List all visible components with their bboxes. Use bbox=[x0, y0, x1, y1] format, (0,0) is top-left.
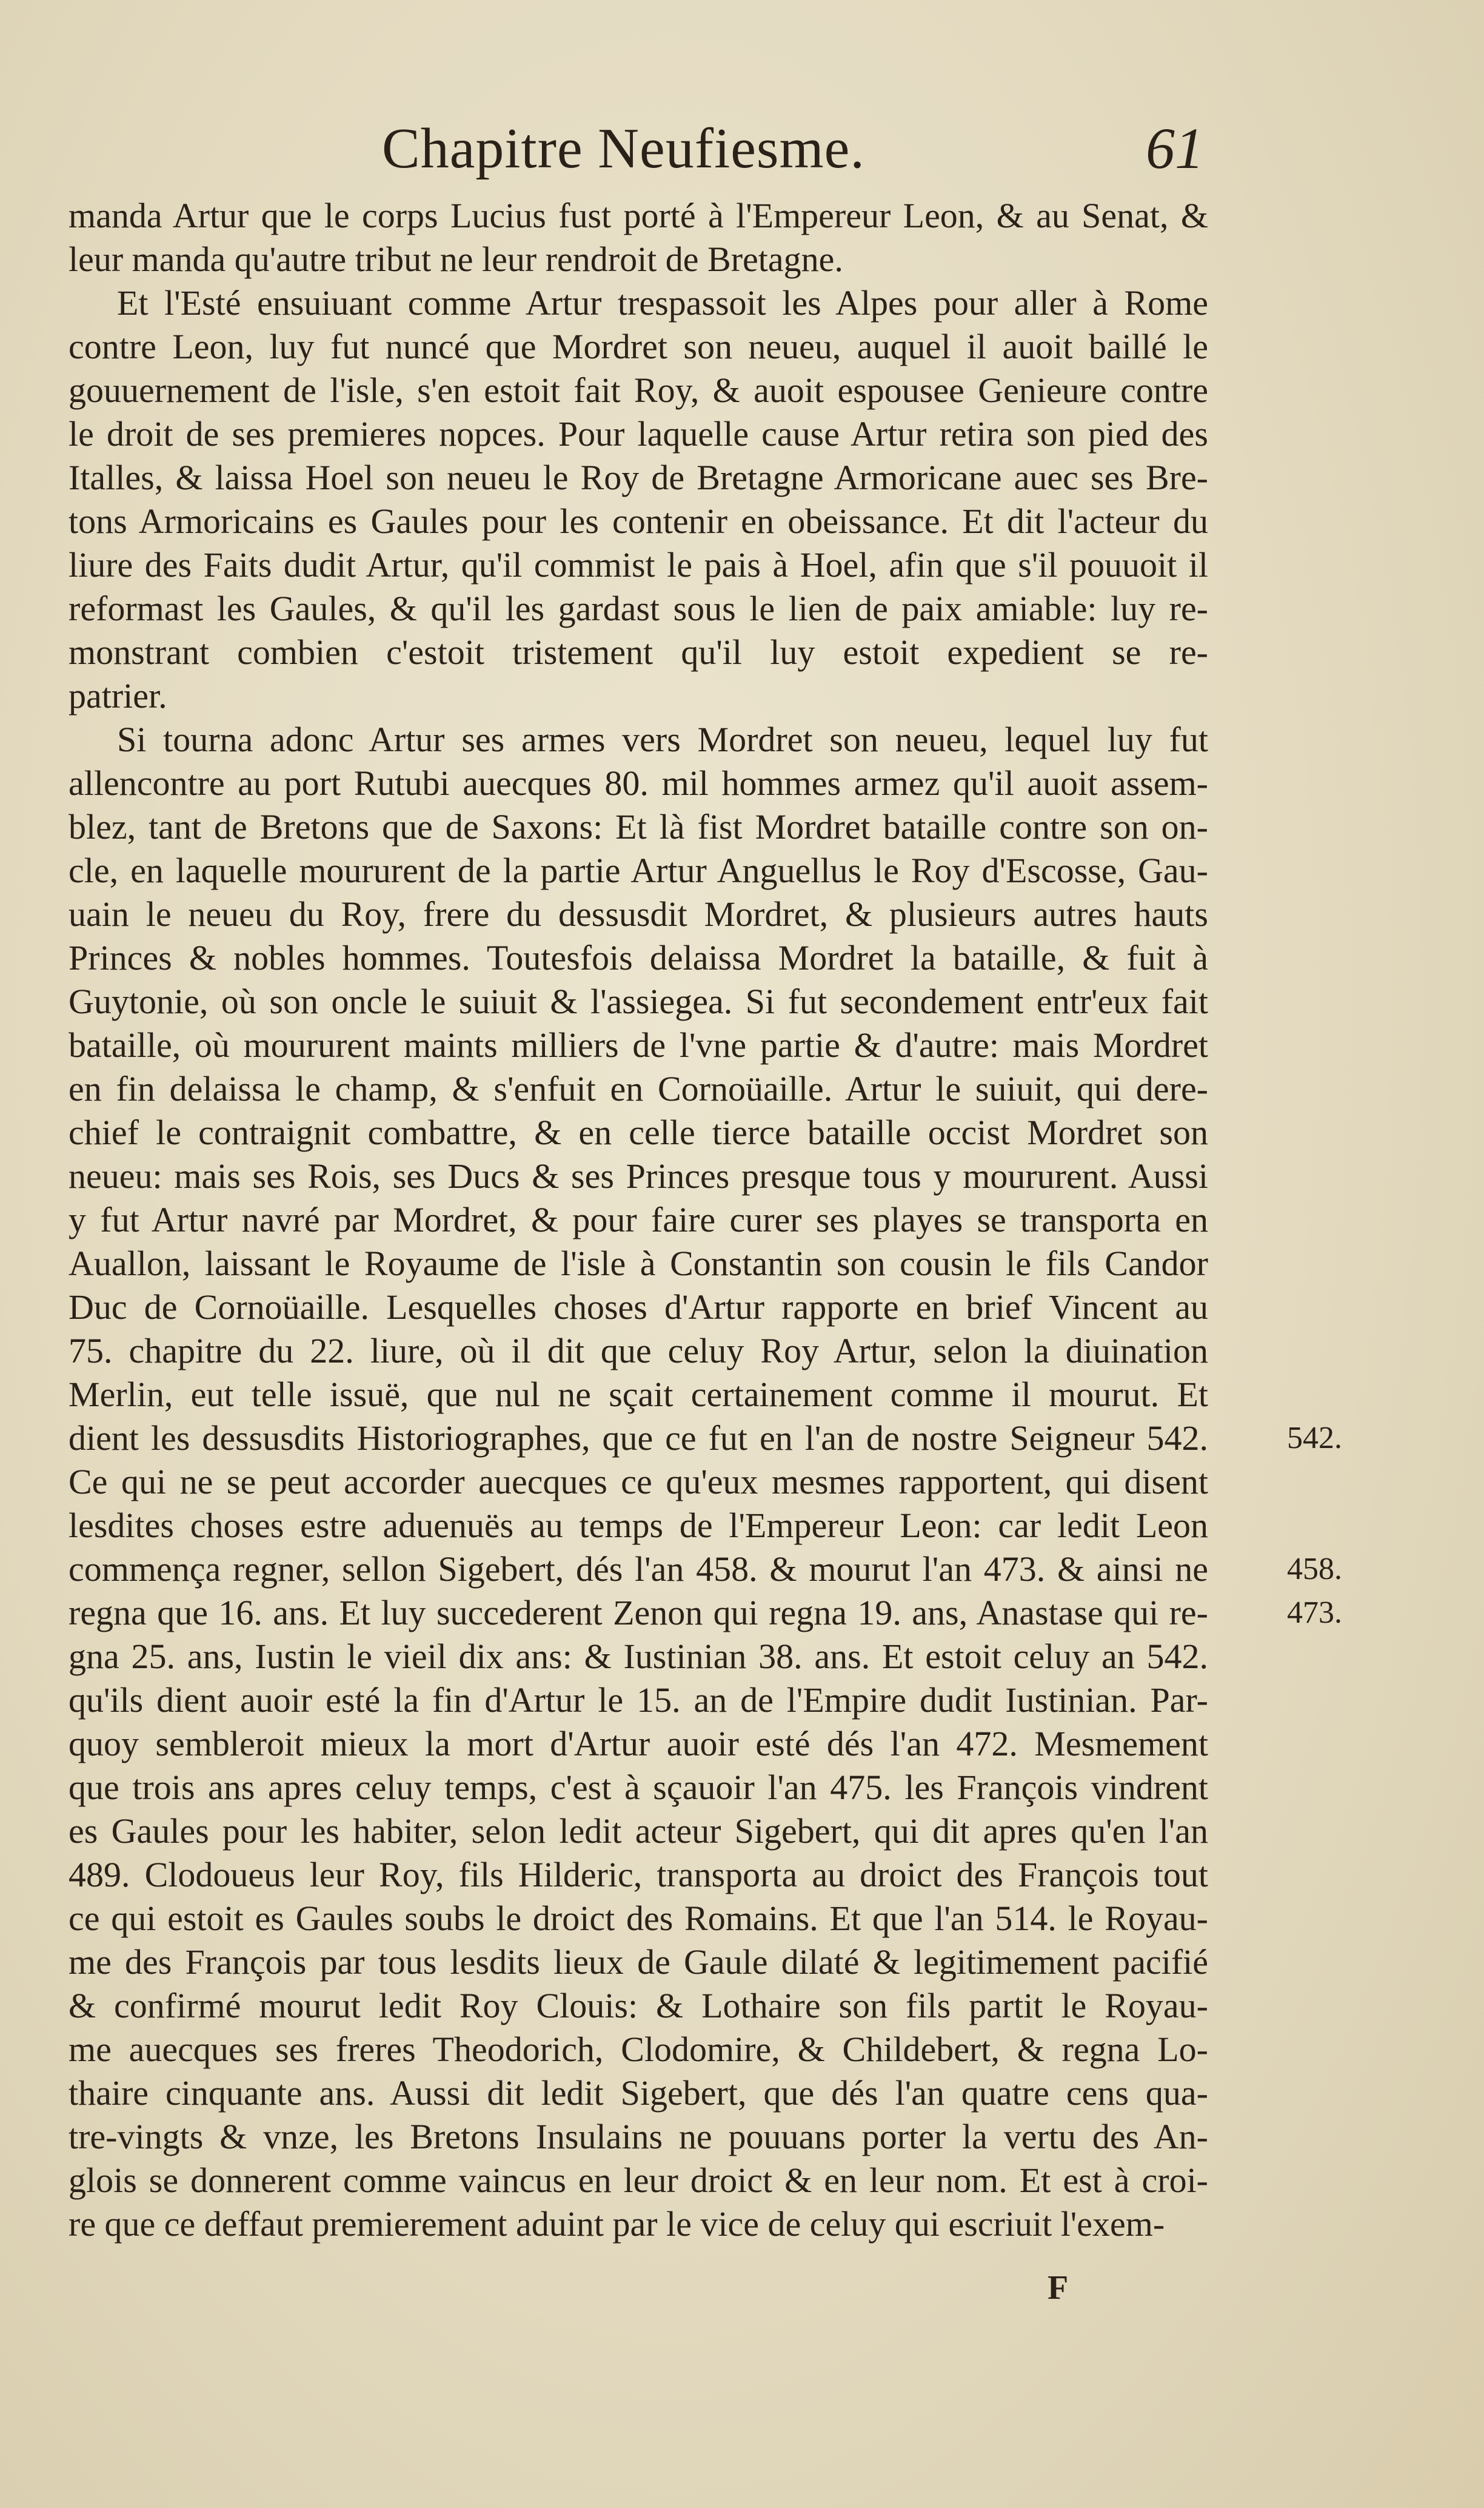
text-line: Duc de Cornoüaille. Lesquelles choses d'Artur rapporte en brief Vincent au bbox=[69, 1287, 1208, 1327]
text-line: monstrant combien c'estoit tristement qu'il luy estoit expedient se re- bbox=[69, 632, 1208, 672]
text-line: liure des Faits dudit Artur, qu'il commist le pais à Hoel, afin que s'il pouuoit il bbox=[69, 545, 1208, 585]
text-line: Italles, & laissa Hoel son neueu le Roy de Bretagne Armoricane auec ses Bre- bbox=[69, 458, 1208, 497]
text-line: blez, tant de Bretons que de Saxons: Et là fist Mordret bataille contre son on- bbox=[69, 807, 1208, 847]
text-line: manda Artur que le corps Lucius fust porté à l'Empereur Leon, & au Senat, & bbox=[69, 196, 1208, 235]
text-line: chief le contraignit combattre, & en celle tierce bataille occist Mordret son bbox=[69, 1113, 1208, 1152]
text-line: Si tourna adonc Artur ses armes vers Mordret son neueu, lequel luy fut bbox=[117, 720, 1208, 759]
text-line: me des François par tous lesdits lieux de Gaule dilaté & legitimement pacifié bbox=[69, 1942, 1208, 1982]
margin-note-date: 458. bbox=[1287, 1552, 1342, 1586]
text-line: reformast les Gaules, & qu'il les gardast sous le lien de paix amiable: luy re- bbox=[69, 589, 1208, 628]
text-line: re que ce deffaut premierement aduint par le vice de celuy qui escriuit l'exem- bbox=[69, 2204, 1165, 2244]
text-line: en fin delaissa le champ, & s'enfuit en Cornoüaille. Artur le suiuit, qui dere- bbox=[69, 1069, 1208, 1108]
text-line: glois se donnerent comme vaincus en leur droict & en leur nom. Et est à croi- bbox=[69, 2161, 1208, 2200]
text-line: le droit de ses premieres nopces. Pour laquelle cause Artur retira son pied des bbox=[69, 414, 1208, 454]
text-line: Merlin, eut telle issuë, que nul ne sçait certainement comme il mourut. Et bbox=[69, 1375, 1208, 1414]
text-line: bataille, où moururent maints milliers de l'vne partie & d'autre: mais Mordret bbox=[69, 1025, 1208, 1065]
text-line: Et l'Esté ensuiuant comme Artur trespassoit les Alpes pour aller à Rome bbox=[117, 283, 1208, 323]
text-line: Ce qui ne se peut accorder auecques ce qu'eux mesmes rapportent, qui disent bbox=[69, 1462, 1208, 1501]
text-line: regna que 16. ans. Et luy succederent Zenon qui regna 19. ans, Anastase qui re- bbox=[69, 1593, 1208, 1632]
text-line: quoy sembleroit mieux la mort d'Artur auoir esté dés l'an 472. Mesmement bbox=[69, 1724, 1208, 1763]
page-number: 61 bbox=[1146, 116, 1204, 181]
text-line: tre-vingts & vnze, les Bretons Insulains ne pouuans porter la vertu des An- bbox=[69, 2117, 1208, 2156]
text-line: leur manda qu'autre tribut ne leur rendroit de Bretagne. bbox=[69, 240, 843, 279]
body-text bbox=[69, 194, 1342, 2246]
text-line: lesdites choses estre aduenuës au temps de l'Empereur Leon: car ledit Leon bbox=[69, 1506, 1208, 1545]
text-line: me auecques ses freres Theodorich, Clodomire, & Childebert, & regna Lo- bbox=[69, 2030, 1208, 2069]
text-line: y fut Artur navré par Mordret, & pour faire curer ses playes se transporta en bbox=[69, 1200, 1208, 1239]
text-line: ce qui estoit es Gaules soubs le droict des Romains. Et que l'an 514. le Royau- bbox=[69, 1899, 1208, 1938]
text-line: thaire cinquante ans. Aussi dit ledit Sigebert, que dés l'an quatre cens qua- bbox=[69, 2073, 1208, 2113]
signature-mark: F bbox=[1048, 2269, 1069, 2307]
text-line: commença regner, sellon Sigebert, dés l'an 458. & mourut l'an 473. & ainsi ne bbox=[69, 1549, 1208, 1589]
text-line: 489. Clodoueus leur Roy, fils Hilderic, transporta au droict des François tout bbox=[69, 1855, 1208, 1894]
paragraph bbox=[69, 281, 1208, 718]
text-line: tons Armoricains es Gaules pour les contenir en obeissance. Et dit l'acteur du bbox=[69, 501, 1208, 541]
margin-note-date: 473. bbox=[1287, 1595, 1342, 1630]
text-line: Auallon, laissant le Royaume de l'isle à Constantin son cousin le fils Candor bbox=[69, 1244, 1208, 1283]
text-line: que trois ans apres celuy temps, c'est à sçauoir l'an 475. les François vindrent bbox=[69, 1768, 1208, 1807]
text-line: cle, en laquelle moururent de la partie Artur Anguellus le Roy d'Escosse, Gau- bbox=[69, 851, 1208, 890]
margin-note-date: 542. bbox=[1287, 1421, 1342, 1455]
text-line: neueu: mais ses Rois, ses Ducs & ses Princes presque tous y moururent. Aussi bbox=[69, 1156, 1208, 1196]
text-line: 75. chapitre du 22. liure, où il dit que celuy Roy Artur, selon la diuination bbox=[69, 1331, 1208, 1370]
text-line: uain le neueu du Roy, frere du dessusdit Mordret, & plusieurs autres hauts bbox=[69, 894, 1208, 934]
paragraph bbox=[69, 194, 1208, 281]
text-line: dient les dessusdits Historiographes, que ce fut en l'an de nostre Seigneur 542. bbox=[69, 1418, 1208, 1458]
text-line: patrier. bbox=[69, 676, 167, 716]
text-line: gouuernement de l'isle, s'en estoit fait Roy, & auoit espousee Genieure contre bbox=[69, 370, 1208, 410]
text-line: allencontre au port Rutubi auecques 80. mil hommes armez qu'il auoit assem- bbox=[69, 763, 1208, 803]
text-line: contre Leon, luy fut nuncé que Mordret son neueu, auquel il auoit baillé le bbox=[69, 327, 1208, 366]
text-line: gna 25. ans, Iustin le vieil dix ans: & Iustinian 38. ans. Et estoit celuy an 542. bbox=[69, 1637, 1208, 1676]
paragraph bbox=[69, 718, 1208, 2246]
text-line: qu'ils dient auoir esté la fin d'Artur le 15. an de l'Empire dudit Iustinian. Par- bbox=[69, 1680, 1208, 1720]
text-line: & confirmé mourut ledit Roy Clouis: & Lothaire son fils partit le Royau- bbox=[69, 1986, 1208, 2025]
text-line: es Gaules pour les habiter, selon ledit acteur Sigebert, qui dit apres qu'en l'an bbox=[69, 1811, 1208, 1851]
text-line: Guytonie, où son oncle le suiuit & l'assiegea. Si fut secondement entr'eux fait bbox=[69, 982, 1208, 1021]
text-line: Princes & nobles hommes. Toutesfois delaissa Mordret la bataille, & fuit à bbox=[69, 938, 1208, 977]
running-header bbox=[0, 115, 1484, 188]
chapter-title: Chapitre Neufiesme. bbox=[382, 117, 865, 180]
